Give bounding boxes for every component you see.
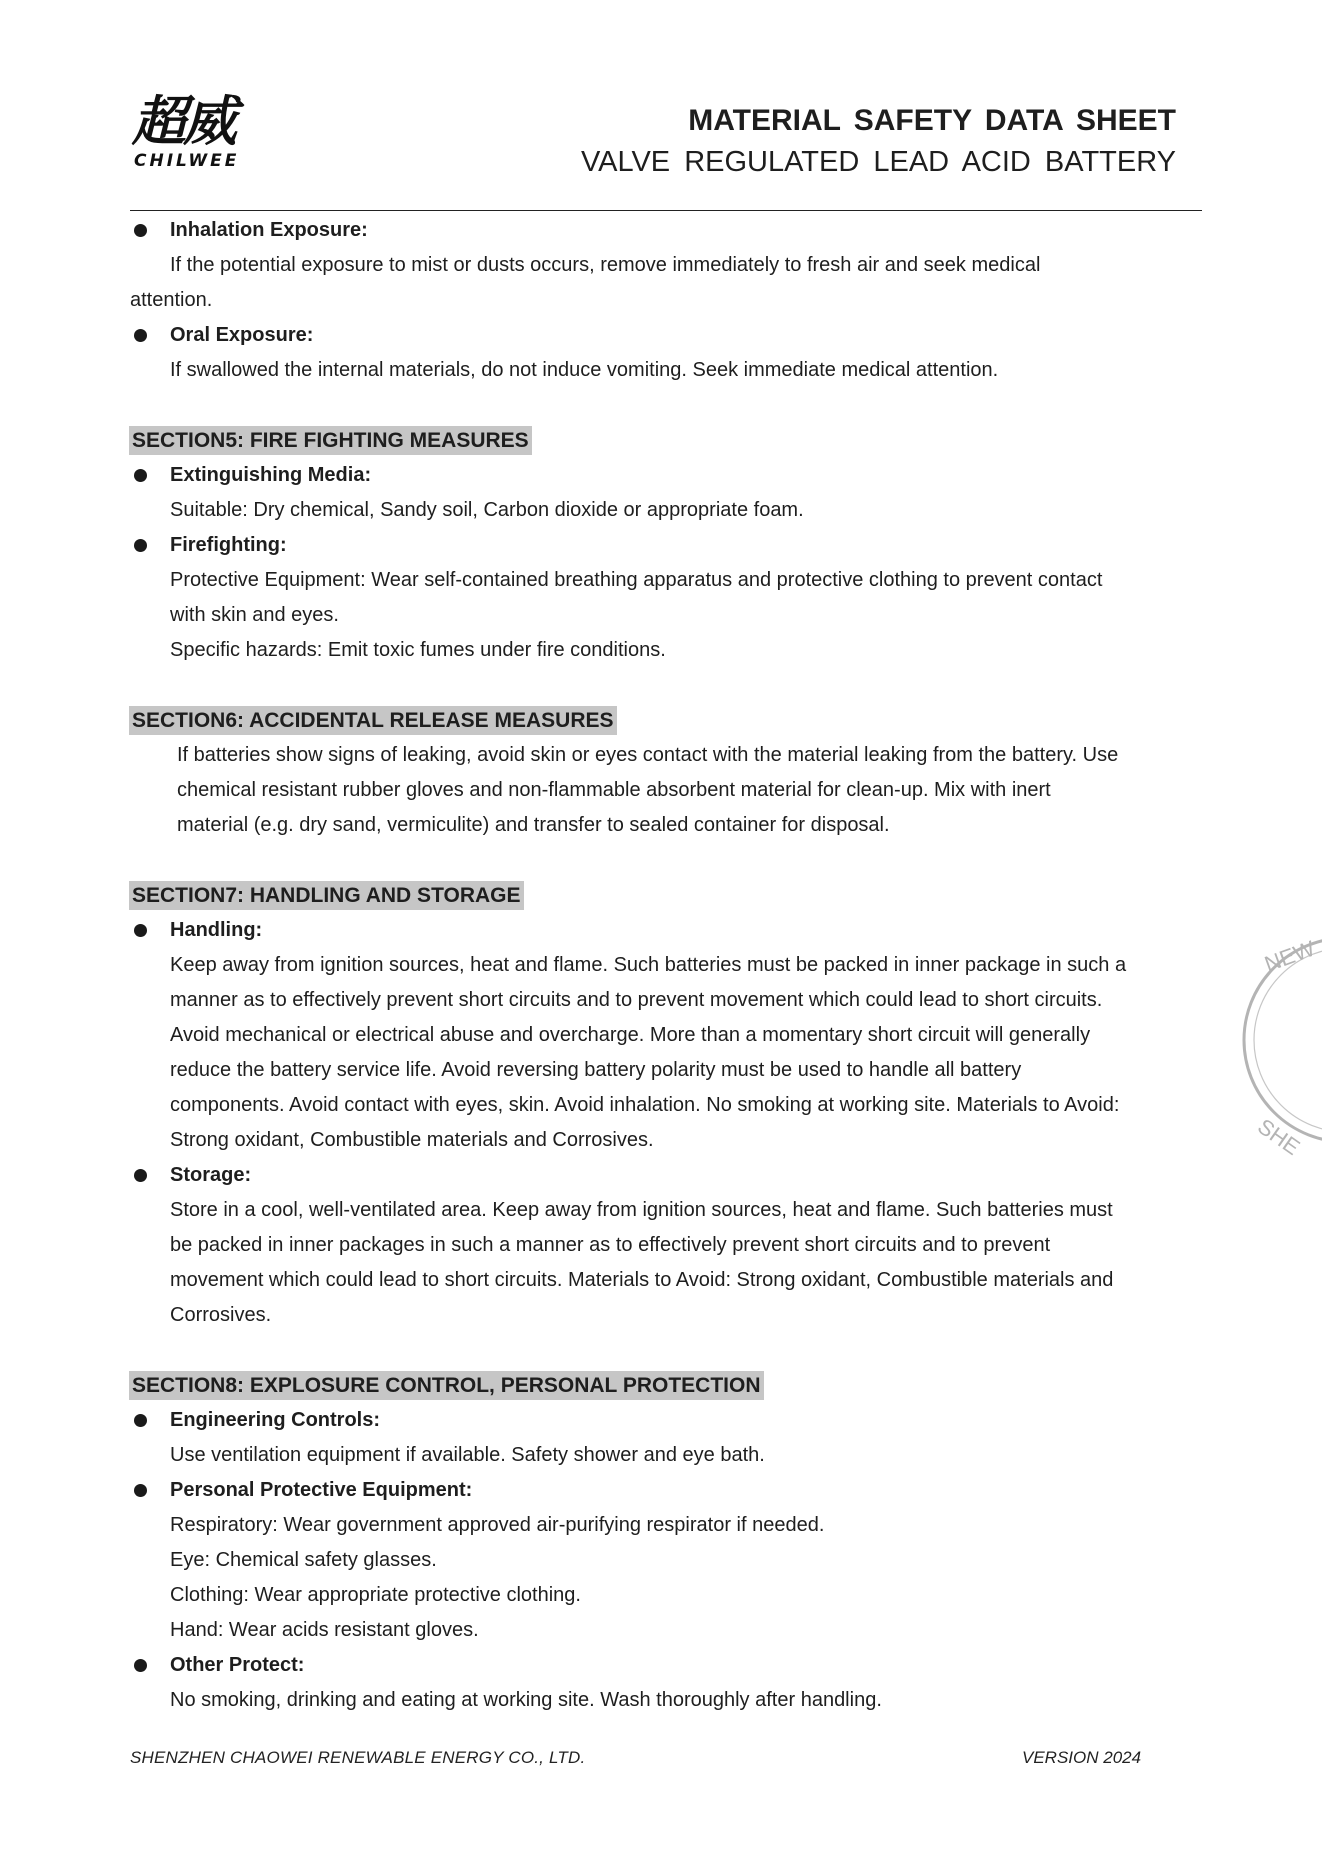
bullet-icon bbox=[134, 329, 147, 342]
extinguishing-media-text: Suitable: Dry chemical, Sandy soil, Carbon dioxide or appropriate foam. bbox=[170, 499, 804, 521]
bullet-engineering-controls bbox=[130, 1403, 1202, 1438]
bullet-handling bbox=[130, 913, 1202, 948]
bullet-icon bbox=[134, 1659, 147, 1672]
logo-english-text: CHILWEE bbox=[134, 151, 240, 171]
ppe-text-line: Hand: Wear acids resistant gloves. bbox=[170, 1619, 479, 1641]
ppe-text-line: Eye: Chemical safety glasses. bbox=[170, 1549, 437, 1571]
company-seal-stamp bbox=[1238, 920, 1322, 1160]
logo-chinese-text: 超威 bbox=[132, 90, 234, 153]
footer-version: VERSION 2024 bbox=[1022, 1748, 1142, 1767]
firefighting-text-line: with skin and eyes. bbox=[170, 604, 339, 626]
inhalation-text-line: If the potential exposure to mist or dusts occurs, remove immediately to fresh air and seek medical bbox=[170, 254, 1041, 276]
handling-text-line: Strong oxidant, Combustible materials and Corrosives. bbox=[170, 1129, 654, 1151]
oral-heading: Oral Exposure: bbox=[170, 324, 314, 346]
spacer bbox=[130, 1333, 1202, 1368]
storage-text-line: Store in a cool, well-ventilated area. Keep away from ignition sources, heat and flame. Such batteries must bbox=[170, 1199, 1113, 1221]
section8-heading: SECTION8: EXPLOSURE CONTROL, PERSONAL PROTECTION bbox=[129, 1371, 764, 1400]
seal-text-bottom: SHE bbox=[1253, 1113, 1305, 1160]
storage-text-line: be packed in inner packages in such a manner as to effectively prevent short circuits and to prevent bbox=[170, 1234, 1051, 1256]
handling-text-line: Keep away from ignition sources, heat and flame. Such batteries must be packed in inner package in such a bbox=[170, 954, 1127, 976]
section6-text-line: chemical resistant rubber gloves and non-flammable absorbent material for clean-up. Mix with inert bbox=[177, 779, 1051, 801]
bullet-icon bbox=[134, 924, 147, 937]
other-protect-text: No smoking, drinking and eating at working site. Wash thoroughly after handling. bbox=[170, 1689, 882, 1711]
section7-heading: SECTION7: HANDLING AND STORAGE bbox=[129, 881, 524, 910]
header-divider bbox=[130, 210, 1202, 211]
extinguishing-media-heading: Extinguishing Media: bbox=[170, 464, 372, 486]
bullet-inhalation bbox=[130, 213, 1202, 248]
document-title: MATERIAL SAFETY DATA SHEET bbox=[688, 104, 1176, 137]
ppe-heading: Personal Protective Equipment: bbox=[170, 1479, 473, 1501]
other-protect-heading: Other Protect: bbox=[170, 1654, 305, 1676]
section6-text-line: material (e.g. dry sand, vermiculite) and transfer to sealed container for disposal. bbox=[177, 814, 890, 836]
seal-text-top: NEW bbox=[1261, 935, 1318, 977]
document-body bbox=[130, 213, 1202, 1718]
bullet-icon bbox=[134, 1414, 147, 1427]
section5-heading: SECTION5: FIRE FIGHTING MEASURES bbox=[129, 426, 532, 455]
bullet-oral bbox=[130, 318, 1202, 353]
bullet-icon bbox=[134, 224, 147, 237]
firefighting-heading: Firefighting: bbox=[170, 534, 287, 556]
storage-text-line: movement which could lead to short circuits. Materials to Avoid: Strong oxidant, Combustible materials and bbox=[170, 1269, 1114, 1291]
section6-text-line: If batteries show signs of leaking, avoid skin or eyes contact with the material leaking from the battery. Use bbox=[177, 744, 1119, 766]
bullet-icon bbox=[134, 1484, 147, 1497]
bullet-extinguishing-media bbox=[130, 458, 1202, 493]
handling-heading: Handling: bbox=[170, 919, 263, 941]
bullet-icon bbox=[134, 1169, 147, 1182]
document-subtitle: VALVE REGULATED LEAD ACID BATTERY bbox=[580, 146, 1176, 178]
inhalation-text-line: attention. bbox=[130, 289, 213, 311]
storage-heading: Storage: bbox=[170, 1164, 252, 1186]
bullet-icon bbox=[134, 539, 147, 552]
footer-company-name: SHENZHEN CHAOWEI RENEWABLE ENERGY CO., LTD. bbox=[130, 1748, 586, 1767]
engineering-controls-heading: Engineering Controls: bbox=[170, 1409, 380, 1431]
firefighting-text-line: Specific hazards: Emit toxic fumes under fire conditions. bbox=[170, 639, 666, 661]
spacer bbox=[130, 388, 1202, 423]
bullet-storage bbox=[130, 1158, 1202, 1193]
bullet-other-protect bbox=[130, 1648, 1202, 1683]
engineering-controls-text: Use ventilation equipment if available. Safety shower and eye bath. bbox=[170, 1444, 765, 1466]
handling-text-line: Avoid mechanical or electrical abuse and overcharge. More than a momentary short circuit will generally bbox=[170, 1024, 1091, 1046]
section6-heading: SECTION6: ACCIDENTAL RELEASE MEASURES bbox=[129, 706, 617, 735]
ppe-text-line: Clothing: Wear appropriate protective clothing. bbox=[170, 1584, 581, 1606]
handling-text-line: reduce the battery service life. Avoid reversing battery polarity must be used to handle all battery bbox=[170, 1059, 1022, 1081]
inhalation-heading: Inhalation Exposure: bbox=[170, 219, 368, 241]
bullet-icon bbox=[134, 469, 147, 482]
oral-text-line: If swallowed the internal materials, do not induce vomiting. Seek immediate medical attention. bbox=[170, 359, 999, 381]
seal-inner-ring bbox=[1254, 948, 1322, 1132]
bullet-firefighting bbox=[130, 528, 1202, 563]
company-logo bbox=[130, 90, 300, 174]
firefighting-text-line: Protective Equipment: Wear self-contained breathing apparatus and protective clothing to prevent contact bbox=[170, 569, 1103, 591]
handling-text-line: components. Avoid contact with eyes, skin. Avoid inhalation. No smoking at working site. Materials to Avoid: bbox=[170, 1094, 1120, 1116]
handling-text-line: manner as to effectively prevent short circuits and to prevent movement which could lead to short circuits. bbox=[170, 989, 1103, 1011]
spacer bbox=[130, 843, 1202, 878]
spacer bbox=[130, 668, 1202, 703]
bullet-ppe bbox=[130, 1473, 1202, 1508]
storage-text-line: Corrosives. bbox=[170, 1304, 272, 1326]
ppe-text-line: Respiratory: Wear government approved air-purifying respirator if needed. bbox=[170, 1514, 825, 1536]
